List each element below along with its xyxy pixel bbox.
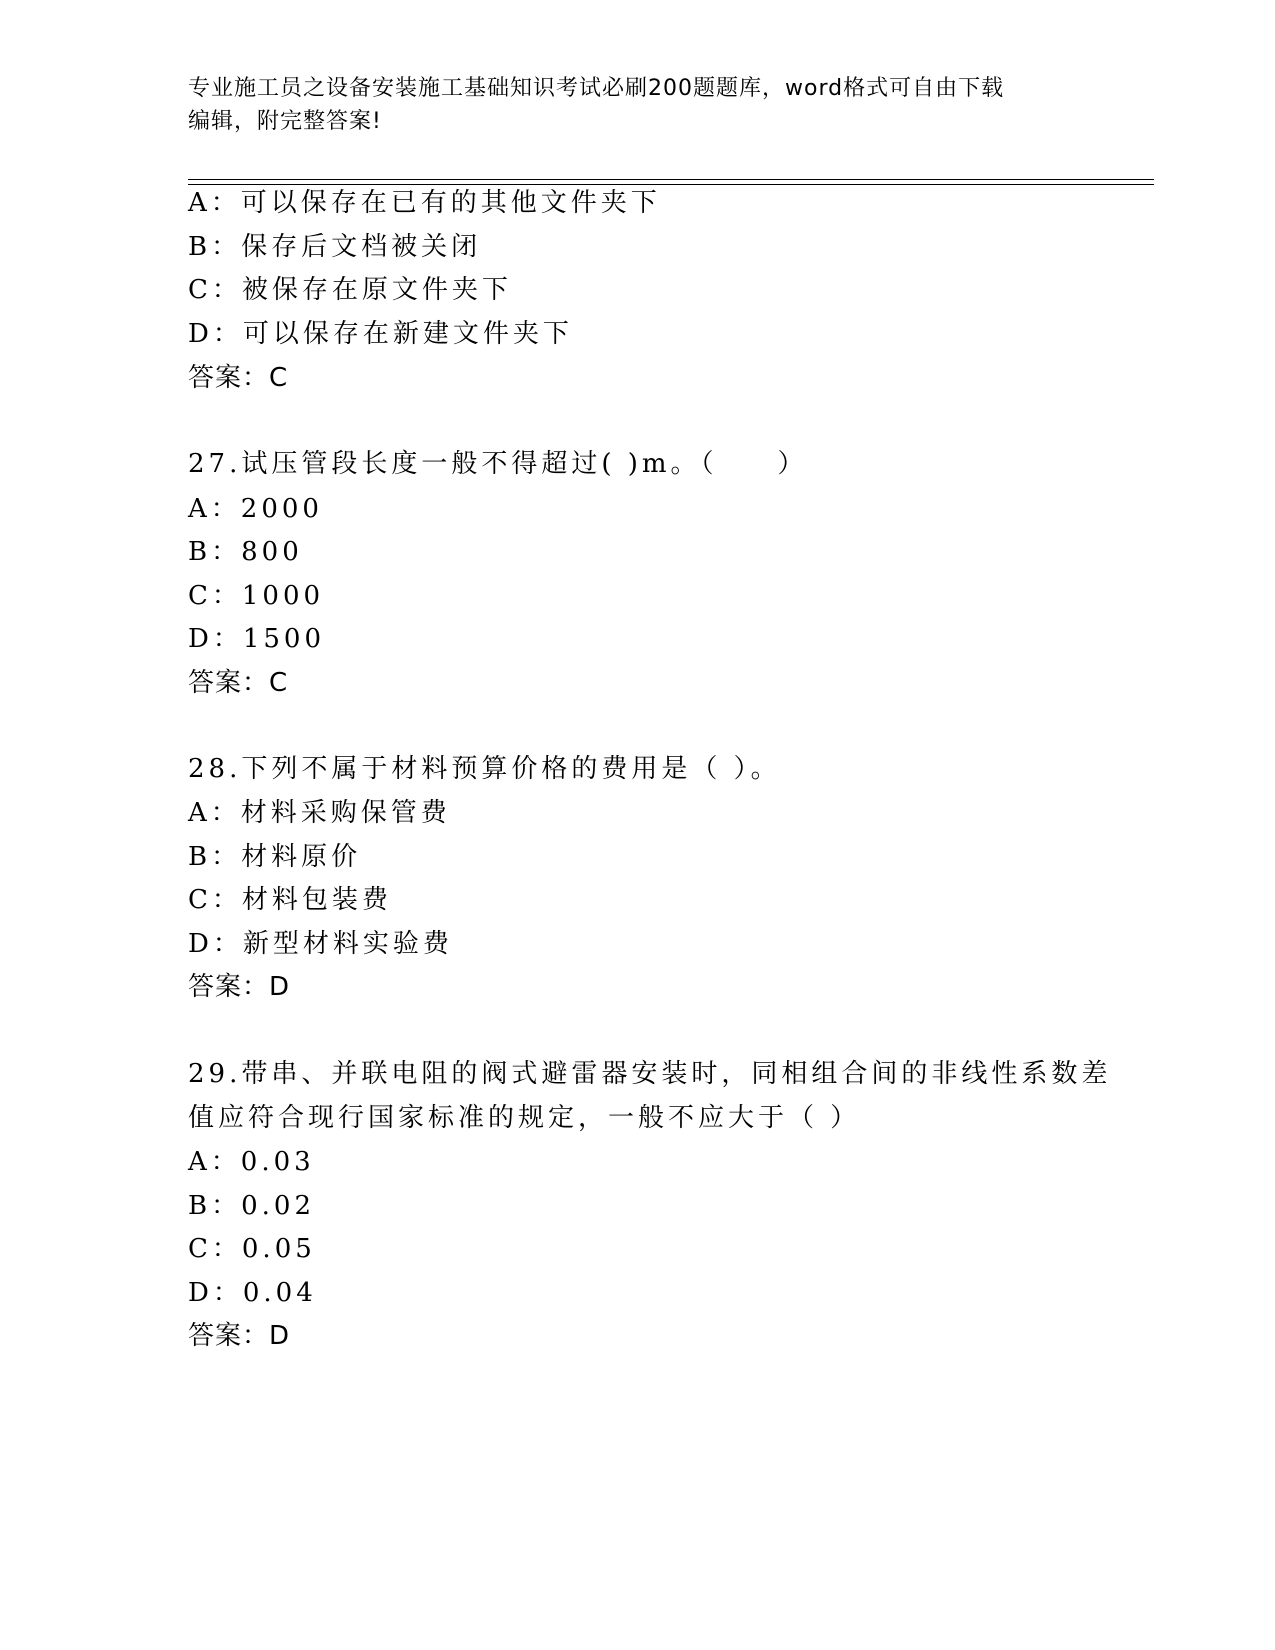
answer-label: 答案：D — [188, 972, 291, 1002]
question-stem-line1: 29.带串、并联电阻的阀式避雷器安装时，同相组合间的非线性系数差 — [188, 1059, 1112, 1089]
option-a: A：可以保存在已有的其他文件夹下 — [188, 188, 661, 218]
answer-label: 答案：C — [188, 363, 289, 393]
option-d: D：1500 — [188, 624, 326, 654]
option-c: C：材料包装费 — [188, 885, 392, 915]
header-title-line1: 专业施工员之设备安装施工基础知识考试必刷200题题库，word格式可自由下载 — [188, 76, 1005, 101]
answer-label: 答案：D — [188, 1321, 291, 1351]
header-divider-top — [188, 179, 1154, 180]
document-header — [188, 72, 1078, 138]
option-d: D：新型材料实验费 — [188, 929, 453, 959]
option-a: A：0.03 — [188, 1147, 315, 1177]
option-c: C：0.05 — [188, 1234, 316, 1264]
option-b: B：0.02 — [188, 1191, 315, 1221]
header-title-line2: 编辑，附完整答案! — [188, 109, 382, 134]
option-b: B：材料原价 — [188, 842, 362, 872]
header-divider-bottom — [188, 184, 1154, 185]
option-a: A：材料采购保管费 — [188, 798, 451, 828]
question-stem-line2: 值应符合现行国家标准的规定，一般不应大于（ ） — [188, 1103, 861, 1133]
question-stem: 27.试压管段长度一般不得超过( )m。（ ） — [188, 449, 808, 479]
option-b: B：800 — [188, 537, 303, 567]
option-a: A：2000 — [188, 494, 323, 524]
option-d: D：可以保存在新建文件夹下 — [188, 319, 573, 349]
option-c: C：1000 — [188, 581, 325, 611]
question-stem: 28.下列不属于材料预算价格的费用是（ ）。 — [188, 754, 781, 784]
answer-label: 答案：C — [188, 668, 289, 698]
option-b: B：保存后文档被关闭 — [188, 232, 482, 262]
option-c: C：被保存在原文件夹下 — [188, 275, 512, 305]
option-d: D：0.04 — [188, 1278, 317, 1308]
